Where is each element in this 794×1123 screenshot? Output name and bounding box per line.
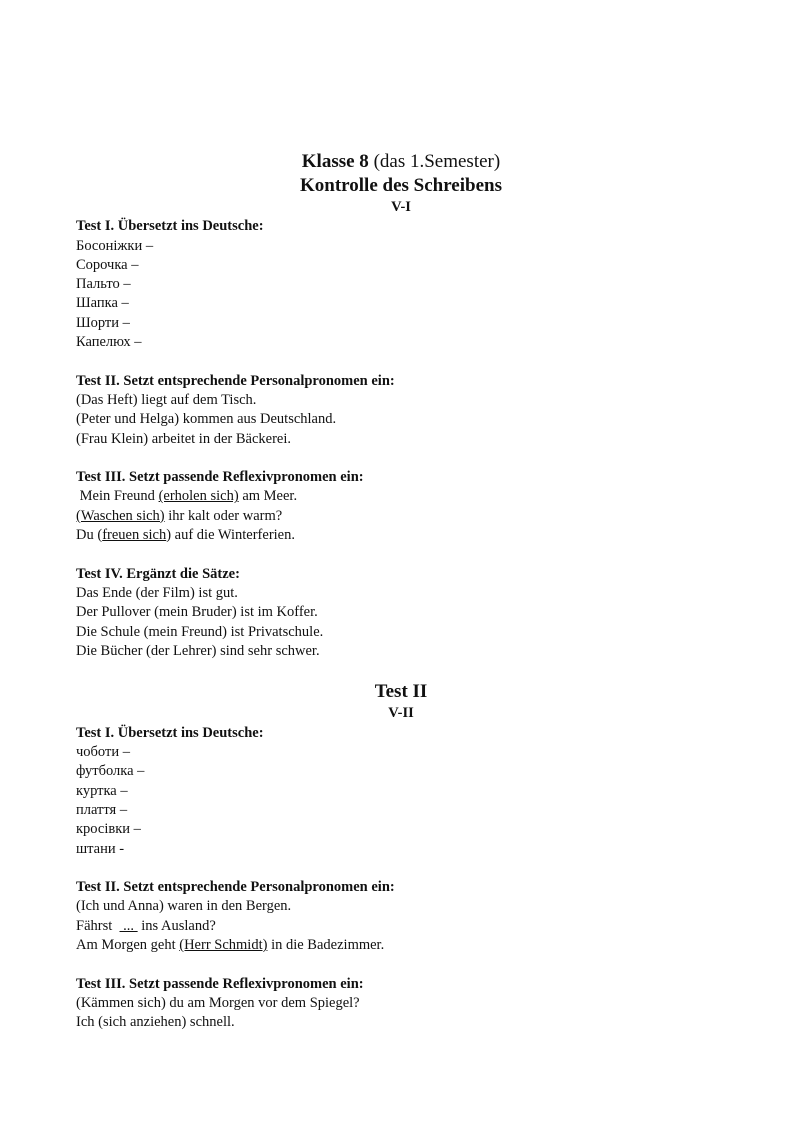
variant-label-2: V-II xyxy=(388,705,414,722)
v1-test4-line: Das Ende (der Film) ist gut. xyxy=(76,584,238,601)
v1-test1-line: Капелюх – xyxy=(76,334,142,351)
semester-label: (das 1.Semester) xyxy=(368,151,501,172)
v2-test2-line: Fährst ... ins Ausland? xyxy=(76,917,216,934)
v2-test3-heading: Test III. Setzt passende Reflexivpronomen ein: xyxy=(76,975,364,992)
v1-test1-heading: Test I. Übersetzt ins Deutsche: xyxy=(76,218,264,235)
v1-test2-line: (Frau Klein) arbeitet in der Bäckerei. xyxy=(76,430,291,447)
v1-test4-line: Die Bücher (der Lehrer) sind sehr schwer. xyxy=(76,642,320,659)
v2-test1-line: чоботи – xyxy=(76,744,130,761)
worksheet xyxy=(76,150,726,1032)
v1-test1-line: Шапка – xyxy=(76,295,129,312)
v1-test3-line: (Waschen sich) ihr kalt oder warm? xyxy=(76,507,283,524)
v1-test1-line: Шорти – xyxy=(76,314,130,331)
page-title: Kontrolle des Schreibens xyxy=(300,175,502,196)
v1-test2-line: (Das Heft) liegt auf dem Tisch. xyxy=(76,391,257,408)
v2-test1-heading: Test I. Übersetzt ins Deutsche: xyxy=(76,724,264,741)
class-label: Klasse 8 xyxy=(301,151,369,172)
v1-test1-line: Пальто – xyxy=(76,276,131,293)
v2-test1-line: плаття – xyxy=(76,801,128,818)
v1-test3-heading: Test III. Setzt passende Reflexivpronomen ein: xyxy=(76,469,364,486)
v1-test3-line: Mein Freund (erholen sich) am Meer. xyxy=(76,488,298,505)
v1-test2-heading: Test II. Setzt entsprechende Personalpronomen ein: xyxy=(76,372,395,389)
v2-test1-line: куртка – xyxy=(76,782,128,799)
v2-test2-line: Am Morgen geht (Herr Schmidt) in die Badezimmer. xyxy=(76,936,385,953)
v2-test3-line: Ich (sich anziehen) schnell. xyxy=(76,1014,235,1031)
v1-test1-line: Босоніжки – xyxy=(76,237,154,254)
v2-test1-line: футболка – xyxy=(76,763,145,780)
class-heading xyxy=(76,150,726,174)
v2-test2-line: (Ich und Anna) waren in den Bergen. xyxy=(76,898,292,915)
v1-test2-line: (Peter und Helga) kommen aus Deutschland. xyxy=(76,411,337,428)
variant-label-1: V-I xyxy=(391,199,411,215)
v1-test4-line: Die Schule (mein Freund) ist Privatschule. xyxy=(76,623,324,640)
v1-test1-line: Сорочка – xyxy=(76,256,139,273)
v1-test4-line: Der Pullover (mein Bruder) ist im Koffer. xyxy=(76,604,318,621)
v2-test3-line: (Kämmen sich) du am Morgen vor dem Spiegel? xyxy=(76,994,360,1011)
v2-test1-line: кросівки – xyxy=(76,821,141,838)
v1-test4-heading: Test IV. Ergänzt die Sätze: xyxy=(76,565,240,582)
v2-test2-heading: Test II. Setzt entsprechende Personalpronomen ein: xyxy=(76,879,395,896)
v2-test1-line: штани - xyxy=(76,840,125,857)
section-title: Test II xyxy=(374,681,428,703)
v1-test3-line: Du (freuen sich) auf die Winterferien. xyxy=(76,527,295,544)
